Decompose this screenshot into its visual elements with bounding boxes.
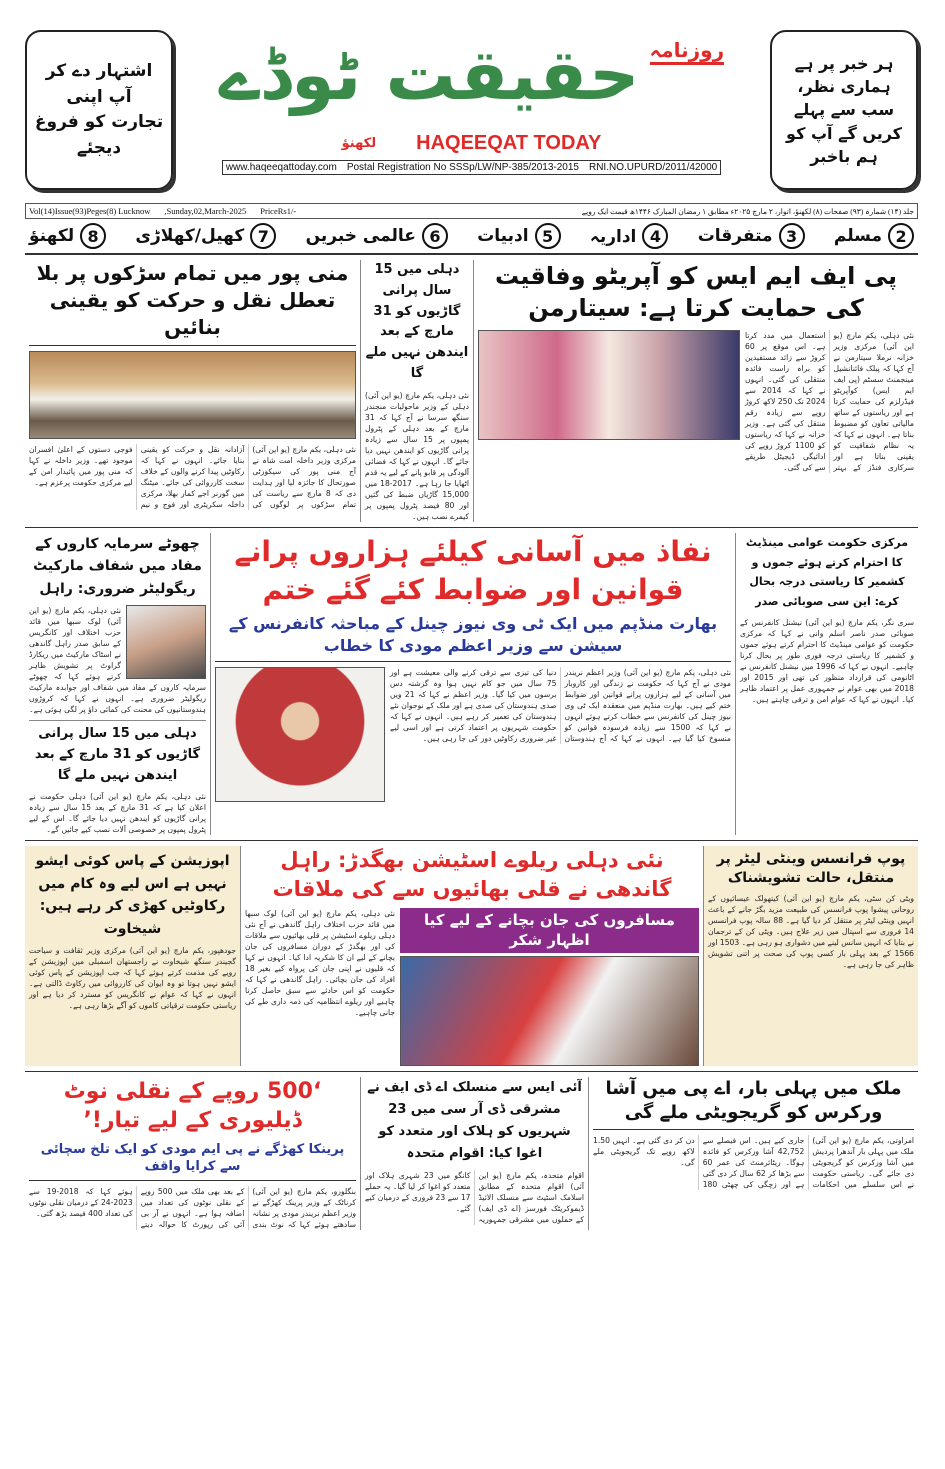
photo-rahul-gandhi — [126, 605, 206, 679]
article-body: بنگلورو، یکم مارچ (یو این آئی) کرناٹک کے وزیر پرینک کھڑگے نے وزیر اعظم نریندر مودی پر نشانہ سادھتے ہوئے کہا کہ نوٹ بندی کے بعد بھی ملک میں 500 روپے کے نقلی نوٹوں کی تعداد میں اضافہ ہوا ہے۔ انہوں نے آر بی آئی کی رپورٹ کا حوالہ دیتے ہوئے کہا کہ 2018-19 سے 2023-24 کے درمیان نقلی نوٹوں کی تعداد 400 فیصد بڑھ گئی۔ — [29, 1187, 356, 1229]
slogan-line: کریں گے آپ کو — [786, 123, 902, 143]
masthead-center — [187, 30, 757, 195]
headline-asha: ملک میں پہلی بار، اے پی میں آشا ورکرس کو گریجویٹی ملے گی — [593, 1077, 914, 1131]
banner-railway: مسافروں کی جان بچانے کے لیے کیا اظہار شکر — [400, 908, 699, 953]
article-body: نئی دہلی، یکم مارچ (یو این آئی) لوک سبھا میں قائد حزب اختلاف راہل گاندھی نے آج نئی دہلی ریلوے اسٹیشن پر قلی بھائیوں سے ملاقات کی اور بھگدڑ کے دوران مسافروں کی جان بچانے کے لیے ان کا شکریہ ادا کیا۔ انہوں نے کہا کہ قلیوں نے اپنی جان کی پرواہ کیے بغیر 18 افراد کی جان بچائی۔ راہل گاندھی نے کہا کہ حکومت کو اس حادثے سے سبق حاصل کرنا چاہیے اور ریلوے انتظامیہ کی ذمہ داری طے کی جانی چاہیے۔ — [245, 909, 395, 1018]
article-body: ویٹی کن سٹی، یکم مارچ (یو این آئی) کیتھولک عیسائیوں کے روحانی پیشوا پوپ فرانسس کی طبیعت مزید بگڑ جانے کے باعث انہیں وینٹی لیٹر پر منتقل کر دیا گیا ہے۔ 88 سالہ پوپ فرانسس 14 فروری سے اسپتال میں زیر علاج ہیں۔ ویٹی کن کے ترجمان نے بتایا کہ انہیں سانس لینے میں دشواری ہو رہی ہے۔ 1503 اور 1566 کے بعد پہلی بار کسی پوپ کی صحت پر اتنی تشویش ظاہر کی جا رہی ہے۔ — [708, 894, 915, 970]
article-kashmir — [735, 533, 918, 836]
issue-volume: Vol(14)Issue(93)Peges(8) Lucknow — [29, 206, 151, 216]
slogan-line: سب سے پہلے — [793, 100, 895, 120]
nav-label: متفرقات — [697, 226, 773, 246]
nav-label: عالمی خبریں — [305, 226, 416, 246]
nav-item-page-5[interactable] — [477, 223, 560, 249]
row-2 — [25, 528, 918, 842]
headline-delhi-vehicles: دہلی میں 15 سال پرانی گاڑیوں کو 31 مارچ کے بعد ایندھن نہیں ملے گا — [365, 262, 469, 381]
row-4 — [25, 1072, 918, 1235]
article-sitharaman — [473, 260, 918, 522]
article-body: نئی دہلی، یکم مارچ (یو این آئی) لوک سبھا میں قائد حزب اختلاف اور کانگریس کے سابق صدر راہل گاندھی نے اسٹاک مارکیٹ میں ریکارڈ گراوٹ پر تشویش ظاہر کرتے ہوئے کہا کہ چھوٹے سرمایہ کاروں کے مفاد میں شفاف اور جوابدہ مارکیٹ ریگولیٹر ضروری ہے۔ انہوں نے کہا کہ کروڑوں ہندوستانیوں کی محنت کی کمائی داؤ پر لگی ہوئی ہے۔ — [29, 605, 206, 714]
article-railway — [240, 846, 703, 1065]
sitharaman-content — [478, 330, 914, 473]
ad-box-left — [25, 30, 173, 190]
page-number: 4 — [642, 223, 668, 249]
article-asha — [588, 1077, 918, 1230]
article-modi — [210, 533, 735, 836]
newspaper-logo: حقیقت ٹوڈے — [218, 34, 640, 116]
slogan-line: ہم باخبر — [810, 146, 878, 166]
roznama-label: روزنامہ — [650, 38, 725, 65]
article-body: سری نگر، یکم مارچ (یو این آئی) نیشنل کانفرنس کے صوبائی صدر ناصر اسلم وانی نے کہا کہ مرکزی حکومت کو عوامی مینڈیٹ کا احترام کرتے ہوئے جموں و کشمیر کا ریاستی درجہ فوری طور پر بحال کرنا چاہیے۔ انہوں نے کہا کہ 1996 میں نیشنل کانفرنس نے اٹانومی کی قرارداد منظور کی تھی اور 2015 اور 2018 میں بھی عوام نے جمہوری عمل پر اعتماد ظاہر کیا۔ انہوں نے کہا کہ عوام امن و ترقی چاہتے ہیں۔ — [740, 617, 915, 704]
page-number: 2 — [888, 223, 914, 249]
photo-rahul-porters — [400, 956, 699, 1066]
page-number: 5 — [535, 223, 561, 249]
photo-manipur-meeting — [29, 351, 356, 439]
page-number: 8 — [80, 223, 106, 249]
slogan-box-right — [770, 30, 918, 190]
rahul-content — [29, 605, 206, 715]
article-body: نئی دہلی، یکم مارچ (یو این آئی) دہلی کے وزیر ماحولیات منجندر سنگھ سرسا نے آج کہا کہ 31 مارچ کے بعد دہلی کے پٹرول پمپوں پر 15 سال سے زیادہ پرانی گاڑیوں کو ایندھن نہیں دیا جائے گا۔ انہوں نے کہا کہ فضائی آلودگی پر قابو پانے کے لیے یہ قدم اٹھایا جا رہا ہے۔ 2017-18 میں 15,000 گاڑیاں ضبط کی گئیں اور 80 فیصد پٹرول پمپوں پر کیمرے نصب ہیں۔ — [365, 390, 470, 521]
article-fake-notes — [25, 1077, 360, 1230]
issue-urdu: جلد (۱۴) شمارہ (۹۳) صفحات (۸) لکھنؤ، اتوار، ۲ مارچ ۲۰۲۵ء مطابق ۱ رمضان المبارک ۱۴۴۶ھ قیمت ایک روپے — [581, 206, 914, 216]
english-name: HAQEEQAT TODAY — [416, 131, 602, 154]
nav-item-page-3[interactable] — [698, 223, 805, 249]
article-body: امراوتی، یکم مارچ (یو این آئی) ملک میں پہلی بار آندھرا پردیش میں آشا ورکرس کو گریجویٹی دی جائے گی۔ ریاستی حکومت نے اس سلسلے میں احکامات جاری کیے ہیں۔ اس فیصلے سے 42,752 آشا ورکرس کو فائدہ ہوگا۔ ریٹائرمنٹ کی عمر 60 سے بڑھا کر 62 سال کر دی گئی ہے اور زچگی کی چھٹی 180 دن کر دی گئی ہے۔ انہیں 1.50 لاکھ روپے تک گریجویٹی ملے گی۔ — [593, 1136, 914, 1190]
rni-number: RNI.NO.UPURD/2011/42000 — [588, 162, 718, 173]
issue-price: PriceRs1/- — [260, 206, 297, 216]
article-manipur — [25, 260, 360, 522]
headline-railway: نئی دہلی ریلوے اسٹیشن بھگدڑ: راہل گاندھی نے قلی بھائیوں سے کی ملاقات — [272, 848, 672, 901]
headline-sitharaman: پی ایف ایم ایس کو آپریٹو وفاقیت کی حمایت کرتا ہے: سیتارمن — [494, 262, 898, 323]
headline-kashmir: مرکزی حکومت عوامی مینڈیٹ کا احترام کرتے ہوئے جموں و کشمیر کا ریاستی درجہ بحال کرے: این سی صوبائی صدر — [745, 535, 909, 609]
nav-label: ادبیات — [477, 226, 529, 246]
nav-item-page-6[interactable] — [306, 223, 448, 249]
ad-line: تجارت کو فروغ — [34, 112, 164, 132]
headline-pope: پوپ فرانسس وینٹی لیٹر پر منتقل، حالت تشویشناک — [716, 851, 906, 887]
nav-label: لکھنؤ — [29, 226, 75, 246]
article-opposition — [25, 846, 240, 1065]
left-column — [25, 533, 210, 836]
issue-line — [25, 203, 918, 219]
issue-date: ,Sunday,02,March-2025 — [164, 206, 247, 216]
city-label: لکھنؤ — [341, 135, 377, 151]
headline-opposition: اپوزیشن کے پاس کوئی ایشو نہیں ہے اس لیے وہ کام میں رکاوٹیں کھڑی کر رہے ہیں: شیخاوت — [35, 853, 230, 937]
postal-registration: Postal Registration No SSSp/LW/NP-385/2013-2015 — [346, 162, 579, 173]
registration-bar — [222, 160, 721, 175]
headline-fake-notes: ‘500 روپے کے نقلی نوٹ ڈیلیوری کے لیے تیار!’ — [63, 1078, 322, 1134]
row-1 — [25, 255, 918, 528]
nav-item-page-2[interactable] — [834, 223, 914, 249]
article-delhi-vehicles — [360, 260, 473, 522]
subhead-fake-notes: پرینکا کھڑگے نے پی ایم مودی کو ایک تلخ سچائی سے کرایا واقف — [29, 1141, 356, 1181]
slogan-line: ہر خبر پر ہے — [794, 54, 894, 74]
nav-item-page-7[interactable] — [135, 223, 276, 249]
headline-manipur: منی پور میں تمام سڑکوں پر بلا تعطل نقل و حرکت کو یقینی بنائیں — [29, 260, 356, 346]
nav-label: اداریہ — [589, 226, 637, 247]
ad-line: اشتہار دے کر — [45, 61, 153, 81]
article-pope — [703, 846, 918, 1065]
logo-row — [219, 30, 724, 130]
ad-line: دیجئے — [76, 137, 122, 158]
subhead-modi: بھارت منڈپم میں ایک ٹی وی نیوز چینل کے مباحثہ کانفرنس کے سیشن سے وزیر اعظم مودی کا خطاب — [215, 613, 731, 661]
row-3 — [25, 841, 918, 1071]
article-body: نئی دہلی، یکم مارچ (یو این آئی) دہلی حکومت نے اعلان کیا ہے کہ 31 مارچ کے بعد 15 سال سے زیادہ پرانی گاڑیوں کو ایندھن نہیں دیا جائے گا۔ اس کے لیے پٹرول پمپوں پر خصوصی آلات نصب کیے جائیں گے۔ — [29, 792, 206, 835]
page-index-nav — [25, 219, 918, 255]
headline-rahul-market: چھوٹے سرمایہ کاروں کے مفاد میں شفاف مارکیٹ ریگولیٹر ضروری: راہل — [33, 535, 202, 597]
masthead — [25, 30, 918, 195]
page-number: 6 — [422, 223, 448, 249]
article-body: نئی دہلی، یکم مارچ (یو این آئی) مرکزی وزیر خزانہ نرملا سیتارمن نے آج کہا کہ پبلک فائنانشیل مینجمنٹ سسٹم (پی ایف ایم ایس) کوآپریٹو فیڈرلزم کی حمایت کرتا ہے اور ریاستوں کے ساتھ مالیاتی تعاون کو مضبوط بناتا ہے۔ انہوں نے کہا کہ یہ نظام شفافیت کو یقینی بناتا ہے اور سرکاری فنڈز کے بہتر استعمال میں مدد کرتا ہے۔ اس موقع پر 60 کروڑ سے زائد مستفیدین کو براہ راست فائدہ منتقلی کی گئی۔ انہوں نے کہا کہ 2014 سے 2024 تک 250 لاکھ کروڑ روپے سے زیادہ رقم منتقل کی گئی ہے۔ وزیر خزانہ نے کہا کہ ریاستوں کو 1100 کروڑ روپے کی ادائیگی ڈیجیٹل طریقے سے کی گئی۔ — [745, 330, 914, 472]
headline-delhi-vehicles-2: دہلی میں 15 سال پرانی گاڑیوں کو 31 مارچ کے بعد ایندھن نہیں ملے گا — [29, 720, 206, 786]
article-body: نئی دہلی، یکم مارچ (یو این آئی) وزیر اعظم نریندر مودی نے آج کہا کہ حکومت نے زندگی اور کاروبار میں آسانی کے لیے ہزاروں پرانے قوانین اور ضوابط ختم کیے ہیں۔ بھارت منڈپم میں منعقدہ ایک ٹی وی نیوز چینل کی کانفرنس سے خطاب کرتے ہوئے انہوں نے کہا کہ 1500 سے زیادہ فرسودہ قوانین کو منسوخ کیا گیا ہے۔ انہوں نے کہا کہ آج ہندوستان دنیا کی تیزی سے ترقی کرنے والی معیشت ہے اور 75 سال میں جو کام نہیں ہوا وہ گزشتہ دس برسوں میں کیا گیا۔ وزیر اعظم نے کہا کہ 21 ویں صدی ہندوستان کی صدی ہے اور ملک کے نوجوان نئے ہندوستان کی تعمیر کر رہے ہیں۔ انہوں نے کہا کہ حکومت شہریوں پر اعتماد کرتی ہے اور اسی لیے غیر ضروری رکاوٹیں دور کی جا رہی ہیں۔ — [390, 667, 731, 743]
nav-label: مسلم — [833, 226, 882, 246]
nav-item-page-8[interactable] — [29, 223, 106, 249]
page-number: 3 — [779, 223, 805, 249]
article-drc — [360, 1077, 588, 1230]
page-number: 7 — [250, 223, 276, 249]
website-link[interactable]: www.haqeeqattoday.com — [225, 162, 337, 173]
photo-sitharaman-launch — [478, 330, 740, 440]
headline-modi: نفاذ میں آسانی کیلئے ہزاروں پرانے قوانین اور ضوابط کئے گئے ختم — [234, 534, 712, 606]
nav-item-page-4[interactable] — [590, 223, 669, 249]
ad-line: آپ اپنی — [66, 86, 132, 107]
headline-drc: آئی ایس سے منسلک اے ڈی ایف نے مشرقی ڈی آر سی میں 23 شہریوں کو ہلاک اور متعدد کو اغوا کیا: اقوام متحدہ — [367, 1079, 582, 1161]
photo-pm-modi — [215, 667, 385, 802]
railway-media — [400, 908, 699, 1066]
name-row — [342, 130, 602, 156]
article-body: اقوام متحدہ، یکم مارچ (یو این آئی) اقوام متحدہ کے مطابق اسلامک اسٹیٹ سے منسلک الائیڈ ڈیموکریٹک فورسز (اے ڈی ایف) کے حملوں میں مشرقی جمہوریہ کانگو میں 23 شہری ہلاک اور متعدد کو اغوا کر لیا گیا۔ یہ حملے 17 سے 23 فروری کے درمیان کیے گئے۔ — [365, 1170, 584, 1224]
article-body: جودھپور، یکم مارچ (یو این آئی) مرکزی وزیر ثقافت و سیاحت گجیندر سنگھ شیخاوت نے راجستھان اسمبلی میں اپوزیشن کے رویے کی مذمت کرتے ہوئے کہا کہ جب اپوزیشن کے پاس کوئی ایشو نہیں ہوتا تو وہ ایوان کی کارروائی میں رکاوٹ ڈالتی ہے۔ انہوں نے کہا کہ عوام نے کانگریس کو مسترد کر دیا ہے اور ریاستی حکومت ترقیاتی کاموں کو آگے بڑھا رہی ہے۔ — [29, 945, 236, 1010]
railway-content — [245, 908, 699, 1066]
modi-content — [215, 667, 731, 802]
nav-label: کھیل/کھلاڑی — [135, 226, 245, 246]
slogan-line: ہماری نظر، — [797, 77, 891, 97]
article-body: نئی دہلی، یکم مارچ (یو این آئی) مرکزی وزیر داخلہ امت شاہ نے آج منی پور کی سیکورٹی صورتحال کا جائزہ لیا اور ہدایت دی کہ 8 مارچ سے ریاست کی تمام سڑکوں پر لوگوں کی آزادانہ نقل و حرکت کو یقینی بنایا جائے۔ انہوں نے کہا کہ رکاوٹیں پیدا کرنے والوں کے خلاف سخت کارروائی کی جائے۔ میٹنگ میں گورنر اجے کمار بھلا، مرکزی داخلہ سکریٹری اور فوج و نیم فوجی دستوں کے اعلیٰ افسران موجود تھے۔ وزیر داخلہ نے کہا کہ منی پور میں پائیدار امن کے لیے مرکزی حکومت پرعزم ہے۔ — [29, 445, 356, 509]
